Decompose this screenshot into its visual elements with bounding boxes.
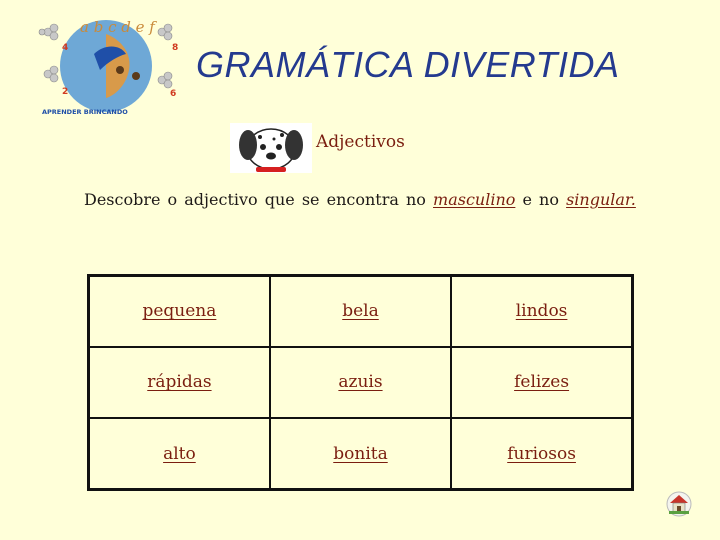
word-link[interactable]: pequena <box>142 301 217 322</box>
grid-row <box>89 276 633 347</box>
instruction-text <box>84 190 636 209</box>
word-grid <box>87 274 634 491</box>
word-option[interactable] <box>270 418 451 489</box>
word-option[interactable] <box>89 418 270 489</box>
instruction-highlight-masculino: masculino <box>433 190 516 209</box>
word-link[interactable]: lindos <box>515 301 568 322</box>
page-title: GRAMÁTICA DIVERTIDA <box>196 44 620 85</box>
word-link[interactable]: felizes <box>514 372 570 393</box>
instruction-part1: Descobre o adjectivo que se encontra no <box>84 190 426 209</box>
svg-text:2: 2 <box>62 87 69 97</box>
word-option[interactable] <box>89 276 270 347</box>
word-option[interactable] <box>270 276 451 347</box>
home-icon[interactable] <box>666 491 692 517</box>
word-link[interactable]: bela <box>342 301 379 322</box>
word-link[interactable]: azuis <box>338 372 383 393</box>
word-option[interactable] <box>451 276 632 347</box>
grid-row <box>89 418 633 489</box>
svg-text:APRENDER BRINCANDO: APRENDER BRINCANDO <box>42 108 128 116</box>
svg-text:6: 6 <box>170 89 177 99</box>
word-link[interactable]: alto <box>163 443 196 464</box>
section-subtitle: Adjectivos <box>316 132 405 152</box>
svg-text:a b c d e f: a b c d e f <box>80 18 155 36</box>
app-logo <box>34 14 184 118</box>
word-option[interactable] <box>451 347 632 418</box>
svg-text:8: 8 <box>172 43 179 53</box>
word-option[interactable] <box>89 347 270 418</box>
dalmatian-puppy-icon <box>230 123 312 173</box>
word-link[interactable]: furiosos <box>507 443 576 464</box>
instruction-highlight-singular: singular. <box>566 190 636 209</box>
grid-row <box>89 347 633 418</box>
word-link[interactable]: rápidas <box>147 372 212 393</box>
word-option[interactable] <box>270 347 451 418</box>
word-link[interactable]: bonita <box>333 443 388 464</box>
word-option[interactable] <box>451 418 632 489</box>
logo-graphic <box>34 14 184 118</box>
svg-text:4: 4 <box>62 43 69 53</box>
instruction-part2: e no <box>522 190 559 209</box>
